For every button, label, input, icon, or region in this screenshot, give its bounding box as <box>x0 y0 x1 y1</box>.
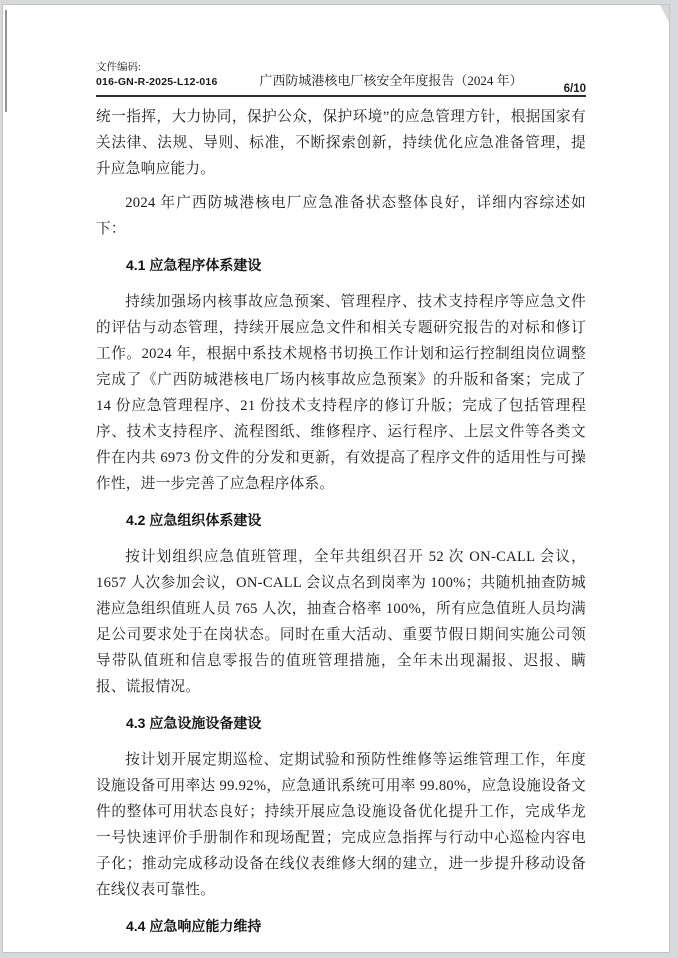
paragraph-procedure-system: 持续加强场内核事故应急预案、管理程序、技术支持程序等应急文件的评估与动态管理，持续开展应急文件和相关专题研究报告的对标和修订工作。2024 年，根据中系技术规格书切换工作计划和运行控制组岗位调整完成了《广西防城港核电厂场内核事故应急预案》的升版和备案；完成了 14 份应急管理程序、21 份技术支持程序的修订升版；完成了包括管理程序、技术支持程序、流程图纸、维修程序、运行程序、上层文件等各类文件在内共 6973 份文件的分发和更新，有效提高了程序文件的适用性与可操作性，进一步完善了应急程序体系。 <box>96 294 586 492</box>
doc-code-value: 016-GN-R-2025-L12-016 <box>96 76 218 88</box>
report-title: 广西防城港核电厂核安全年度报告（2024 年） <box>259 73 523 88</box>
paragraph-emergency-policy: 统一指挥，大力协同，保护公众，保护环境”的应急管理方针，根据国家有关法律、法规、导则、标准，不断探索创新，持续优化应急准备管理，提升应急响应能力。 <box>96 109 586 177</box>
section-heading-4-2: 4.2 应急组织体系建设 <box>126 512 262 528</box>
paragraph-facility-equipment: 按计划开展定期巡检、定期试验和预防性维修等运维管理工作，年度设施设备可用率达 99.92%，应急通讯系统可用率 99.80%，应急设施设备文件的整体可用状态良好；持续开展应急设施设备优化提升工作，完成华龙一号快速评价手册制作和现场配置；完成应急指挥与行动中心巡检内容电子化；推动完成移动设备在线仪表维修大纲的建立，进一步提升移动设备在线仪表可靠性。 <box>96 752 586 898</box>
document-body <box>96 97 586 937</box>
section-heading-4-1: 4.1 应急程序体系建设 <box>126 257 262 273</box>
page-corner-fold <box>660 5 669 22</box>
scan-edge-artifact <box>5 10 7 112</box>
document-header <box>96 61 586 97</box>
section-heading-4-4: 4.4 应急响应能力维持 <box>126 918 262 934</box>
document-page <box>2 4 670 953</box>
section-heading-4-3: 4.3 应急设施设备建设 <box>126 715 262 731</box>
doc-code-label: 文件编码: <box>96 62 141 73</box>
page-content <box>96 5 586 950</box>
paragraph-overview: 2024 年广西防城港核电厂应急准备状态整体良好，详细内容综述如下： <box>96 195 586 237</box>
doc-code-block <box>96 61 248 89</box>
paragraph-organization-system: 按计划组织应急值班管理，全年共组织召开 52 次 ON-CALL 会议，1657 人次参加会议，ON-CALL 会议点名到岗率为 100%；共随机抽查防城港应急组织值班人员 765 人次，抽查合格率 100%，所有应急值班人员均满足公司要求处于在岗状态。同时在重大活动、重要节假日期间实施公司领导带队值班和信息零报告的值班管理措施，全年未出现漏报、迟报、瞒报、谎报情况。 <box>96 549 586 695</box>
page-number: 6/10 <box>534 83 586 97</box>
